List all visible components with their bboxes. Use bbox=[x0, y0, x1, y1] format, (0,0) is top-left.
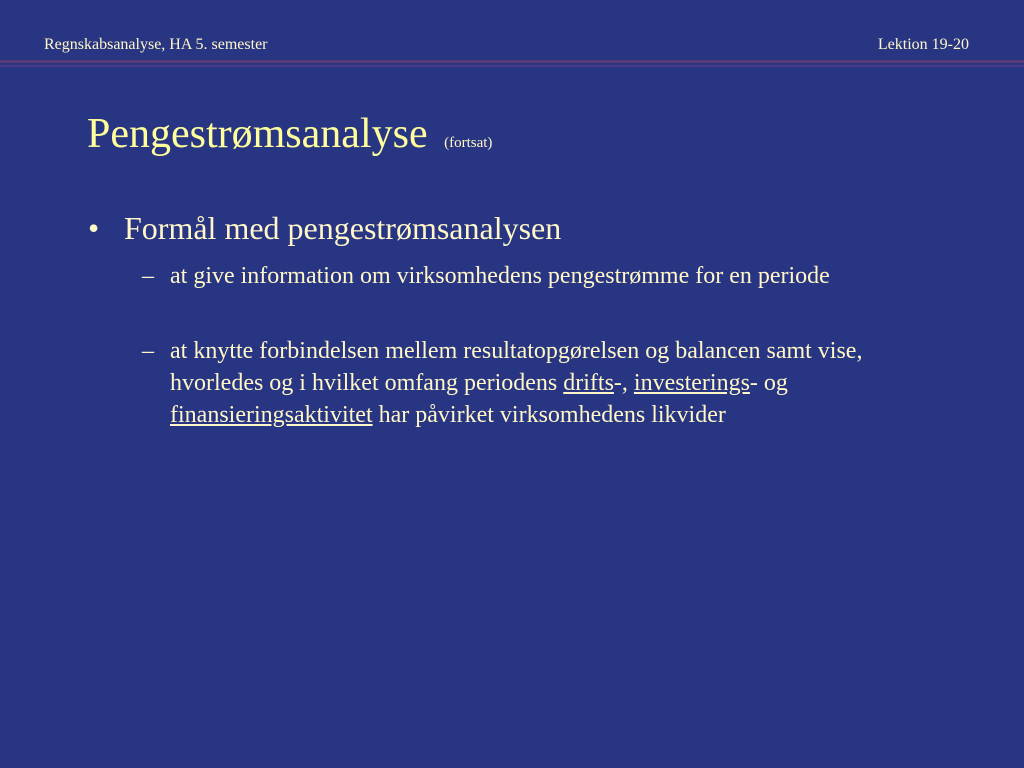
sub-bullet-2-part3: - og bbox=[749, 370, 788, 396]
sub-bullet-1-text: at give information om virksomhedens pengestrømme for en periode bbox=[170, 263, 830, 289]
link-drifts[interactable]: drifts bbox=[563, 370, 614, 396]
header-course-label: Regnskabsanalyse, HA 5. semester bbox=[44, 36, 268, 53]
bullet-main bbox=[88, 207, 988, 249]
header-divider bbox=[0, 60, 1024, 63]
link-finansieringsaktivitet[interactable]: finansieringsaktivitet bbox=[170, 402, 373, 428]
sub-bullet-2 bbox=[142, 335, 942, 431]
link-investerings[interactable]: investerings bbox=[633, 370, 750, 396]
slide-title bbox=[87, 108, 492, 169]
sub-bullet-2-part2: -, bbox=[613, 370, 634, 396]
sub-bullet-1 bbox=[142, 260, 942, 292]
bullet-marker: • bbox=[88, 210, 100, 246]
bullet-main-text: Formål med pengestrømsanalysen bbox=[124, 210, 562, 246]
sub-bullet-2-part4: har påvirket virksomhedens likvider bbox=[372, 402, 726, 428]
slide-title-main: Pengestrømsanalyse bbox=[87, 111, 428, 157]
slide-title-subtitle: (fortsat) bbox=[444, 135, 493, 151]
sub-bullet-dash: – bbox=[142, 338, 154, 364]
sub-bullet-2-text bbox=[142, 335, 942, 431]
header-lecture-label: Lektion 19-20 bbox=[877, 36, 969, 53]
sub-bullet-dash: – bbox=[142, 263, 154, 289]
sub-bullet-2-part1: at knytte forbindelsen mellem resultatopgørelsen og balancen samt vise, hvorledes og i hvilket omfang periodens bbox=[170, 338, 863, 396]
header-divider-secondary bbox=[0, 65, 1024, 67]
